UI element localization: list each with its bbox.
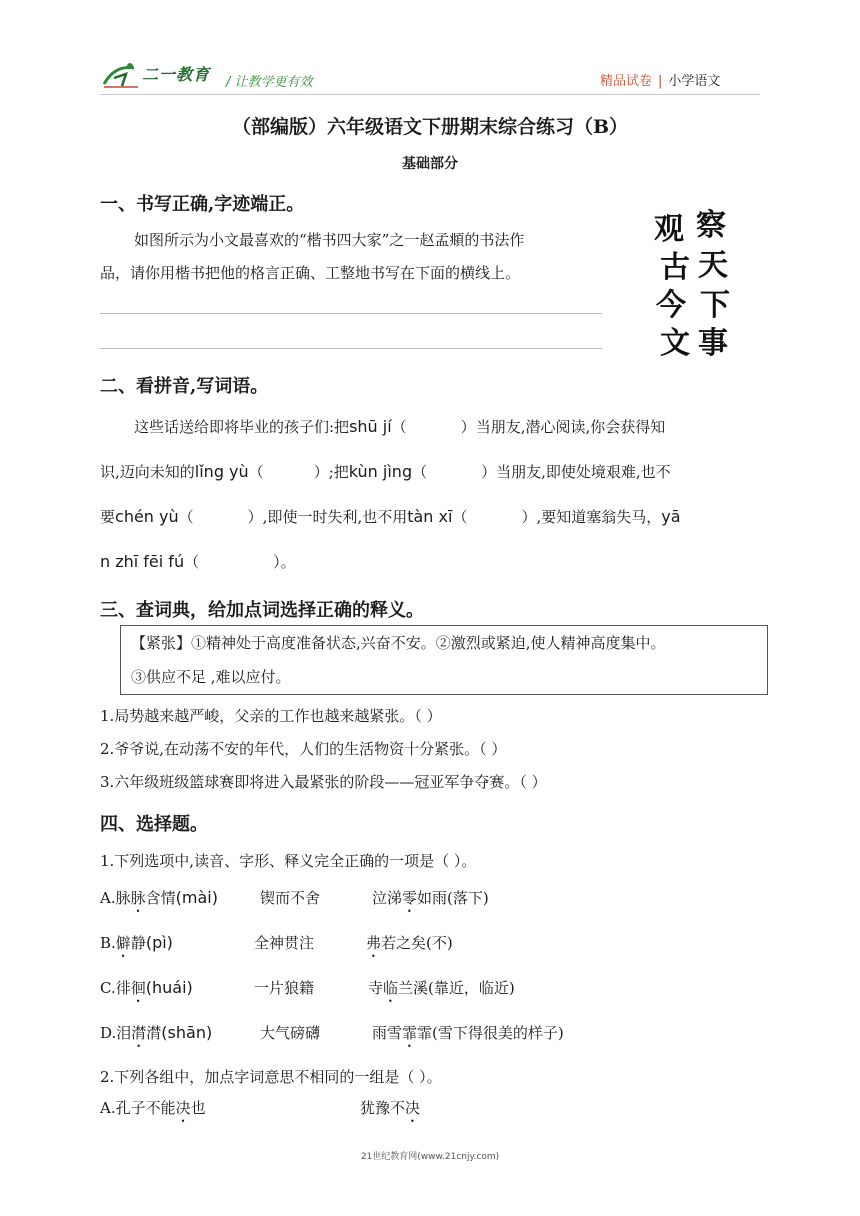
answer-blank[interactable] xyxy=(392,418,476,436)
calli-char: 文 xyxy=(660,326,690,361)
dotted-char: 徊 xyxy=(130,979,146,997)
answer-blank[interactable] xyxy=(452,508,536,526)
text: ,即使一时失利,也不用 xyxy=(262,508,408,526)
text: 泣涕 xyxy=(372,889,403,907)
option-c[interactable] xyxy=(100,977,193,1006)
text: 如雨(落下) xyxy=(417,889,489,907)
pinyin-line-2 xyxy=(100,457,671,487)
pinyin-5: tàn xī xyxy=(407,507,453,526)
paren: （ xyxy=(184,553,200,571)
text: A.孔子不能 xyxy=(100,1099,176,1117)
paren: （ xyxy=(452,508,468,526)
definition-box xyxy=(120,625,768,695)
calli-char: 观 xyxy=(654,212,684,247)
paren: ） xyxy=(521,508,537,526)
section2-heading: 二、看拼音,写词语。 xyxy=(100,376,269,397)
section4-question-1: 1.下列选项中,读音、字形、释义完全正确的一项是（ ）。 xyxy=(100,852,477,870)
calli-char: 天 xyxy=(698,248,728,283)
calli-char: 古 xyxy=(660,250,690,285)
text: 当朋友,即使处境艰难,也不 xyxy=(496,463,671,481)
answer-blank[interactable] xyxy=(184,553,281,571)
option-a[interactable] xyxy=(100,887,218,916)
text: 要 xyxy=(100,508,116,526)
section4-question-2: 2.下列各组中，加点字词意思不相同的一组是（ ）。 xyxy=(100,1068,442,1086)
option-a-word2: 锲而不舍 xyxy=(260,889,321,907)
pinyin: (huái) xyxy=(145,978,193,997)
text: 。 xyxy=(280,553,296,571)
pinyin-6a: yā xyxy=(661,507,681,526)
calli-char: 察 xyxy=(696,208,726,243)
text: 雨雪 xyxy=(372,1024,403,1042)
text: C.徘 xyxy=(100,979,131,997)
paren: （ xyxy=(412,463,428,481)
paren: ） xyxy=(460,418,476,436)
pinyin-line-3 xyxy=(100,502,681,532)
pinyin-3: kùn jìng xyxy=(348,462,413,481)
option-c-word3 xyxy=(368,977,515,1006)
text: 犹豫不 xyxy=(360,1099,406,1117)
dotted-char: 零 xyxy=(402,889,418,907)
text: 当朋友,潜心阅读,你会获得知 xyxy=(475,418,666,436)
logo-text: 二一教育 xyxy=(142,65,211,84)
text: 静 xyxy=(130,934,146,952)
option-b-word3 xyxy=(366,932,453,961)
option-d[interactable] xyxy=(100,1022,212,1051)
section3-heading: 三、查词典，给加点词选择正确的释义。 xyxy=(100,600,424,621)
section4-heading: 四、选择题。 xyxy=(100,814,208,835)
paren: ） xyxy=(247,508,263,526)
definition-line-2: ③供应不足 ,难以应付。 xyxy=(131,668,291,686)
writing-line-2[interactable] xyxy=(100,348,602,349)
q2-option-a[interactable] xyxy=(100,1097,206,1126)
calli-char: 事 xyxy=(698,326,728,361)
calligraphy-image xyxy=(648,200,738,360)
answer-blank[interactable] xyxy=(179,508,263,526)
page-title: （部编版）六年级语文下册期末综合练习（B） xyxy=(231,116,629,138)
q2-option-a-word2 xyxy=(360,1097,420,1126)
definition-line-1: 【紧张】①精神处于高度准备状态,兴奋不安。②激烈或紧迫,使人精神高度集中。 xyxy=(131,634,666,652)
section1-heading: 一、书写正确,字迹端正。 xyxy=(100,194,305,215)
text: ;把 xyxy=(328,463,349,481)
header-tags xyxy=(600,70,720,89)
writing-line-1[interactable] xyxy=(100,313,602,314)
pinyin-6b: n zhī fēi fú xyxy=(100,552,185,571)
tag-separator: | xyxy=(658,74,663,89)
option-c-word2: 一片狼籍 xyxy=(254,979,315,997)
calli-char: 下 xyxy=(700,288,730,323)
paren: ） xyxy=(481,463,497,481)
calli-char: 今 xyxy=(656,288,686,323)
pinyin-line-1 xyxy=(134,412,665,442)
text: 这些话送给即将毕业的孩子们:把 xyxy=(134,418,350,436)
dotted-char: 决 xyxy=(175,1099,191,1117)
header-divider xyxy=(100,94,760,95)
section3-question-2[interactable]: 2.爷爷说,在动荡不安的年代，人们的生活物资十分紧张。（ ） xyxy=(100,740,507,758)
text: 兰溪(靠近，临近) xyxy=(398,979,515,997)
paren: （ xyxy=(178,508,194,526)
pinyin-1: shū jí xyxy=(349,417,392,436)
section1-text-line1: 如图所示为小文最喜欢的“楷书四大家”之一赵孟頫的书法作 xyxy=(134,231,525,249)
dotted-char: 临 xyxy=(383,979,399,997)
section1-text-line2: 品，请你用楷书把他的格言正确、工整地书写在下面的横线上。 xyxy=(100,264,521,282)
pinyin: (mài) xyxy=(175,888,218,907)
option-d-word2: 大气磅礴 xyxy=(260,1024,321,1042)
text: 寺 xyxy=(368,979,384,997)
text: ,要知道塞翁失马， xyxy=(536,508,662,526)
pinyin-line-4 xyxy=(100,547,296,577)
tag-quality: 精品试卷 xyxy=(600,74,653,89)
paren: ） xyxy=(273,553,281,571)
option-b[interactable] xyxy=(100,932,173,961)
text: A.脉 xyxy=(100,889,131,907)
text: 识,迈向未知的 xyxy=(100,463,195,481)
text: 潸 xyxy=(146,1024,162,1042)
tag-subject: 小学语文 xyxy=(668,74,721,89)
option-a-word3 xyxy=(372,887,489,916)
page-subtitle: 基础部分 xyxy=(402,156,458,172)
answer-blank[interactable] xyxy=(412,463,496,481)
dotted-char: 潸 xyxy=(131,1024,147,1042)
header-slogan: / 让教学更有效 xyxy=(226,75,313,90)
page-footer: 21世纪教育网(www.21cnjy.com) xyxy=(360,1152,500,1162)
dotted-char: 霏 xyxy=(402,1024,418,1042)
pinyin-4: chén yù xyxy=(115,507,179,526)
text: 若之矣(不) xyxy=(381,934,453,952)
dotted-char: 弗 xyxy=(366,934,382,952)
answer-blank[interactable] xyxy=(249,463,329,481)
option-b-word2: 全神贯注 xyxy=(254,934,315,952)
dotted-char: 僻 xyxy=(115,934,131,952)
paren: （ xyxy=(248,463,264,481)
pinyin: (shān) xyxy=(161,1023,213,1042)
dotted-char: 脉 xyxy=(130,889,146,907)
dotted-char: 决 xyxy=(405,1099,421,1117)
option-d-word3 xyxy=(372,1022,564,1051)
pinyin-2: lǐng yù xyxy=(194,462,249,481)
pinyin: (pì) xyxy=(145,933,173,952)
section3-question-1[interactable]: 1.局势越来越严峻，父亲的工作也越来越紧张。（ ） xyxy=(100,707,442,725)
paren: ） xyxy=(313,463,329,481)
paren: （ xyxy=(391,418,407,436)
text: 含情 xyxy=(145,889,176,907)
text: D.泪 xyxy=(100,1024,132,1042)
text: 也 xyxy=(190,1099,206,1117)
text: 霏(雪下得很美的样子) xyxy=(417,1024,564,1042)
text: B. xyxy=(100,934,116,952)
section3-question-3[interactable]: 3.六年级班级篮球赛即将进入最紧张的阶段——冠亚军争夺赛。（ ） xyxy=(100,773,547,791)
